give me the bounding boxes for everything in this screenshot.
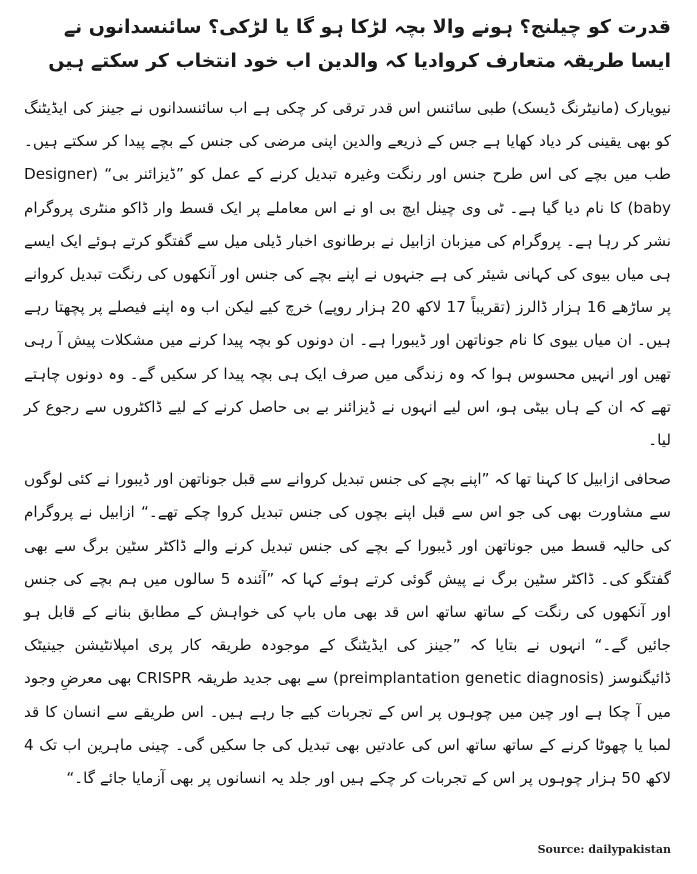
article-source [538, 843, 671, 856]
source-name: dailypakistan [588, 843, 671, 856]
article-title: قدرت کو چیلنج؟ ہونے والا بچہ لڑکا ہو گا یا لڑکی؟ سائنسدانوں نے ایسا طریقہ متعارف کروادیا کہ والدین اب خود انتخاب کر سکتے ہیں [48, 16, 671, 72]
article-paragraph-1: نیویارک (مانیٹرنگ ڈیسک) طبی سائنس اس قدر ترقی کر چکی ہے اب سائنسدانوں نے جینز کی ایڈیٹنگ کو بھی یقینی کر دیاد کھایا ہے جس کے ذریعے والدین اپنی مرضی کی جنس کے بچے پیدا کر سکتے ہیں۔ طب میں بچے کی اس طرح جنس اور رنگت وغیرہ تبدیل کرنے کے عمل کو ”ڈیزائنر بی“ (Designer baby) کا نام دیا گیا ہے۔ ٹی وی چینل ایچ بی او نے اس معاملے پر ایک قسط وار ڈاکو منٹری پروگرام نشر کر رہا ہے۔ پروگرام کی میزبان ازابیل نے برطانوی اخبار ڈیلی میل سے گفتگو کرتے ہوئے ایک ایسے ہی میاں بیوی کی کہانی شیئر کی ہے جنہوں نے اپنے بچے کی جنس اور آنکھوں کی رنگت تبدیل کروانے پر ساڑھے 16 ہزار ڈالرز (تقریباً 17 لاکھ 20 ہزار روپے) خرچ کیے لیکن اب وہ اپنے فیصلے پر پچھتا رہے ہیں۔ ان میاں بیوی کا نام جوناتھن اور ڈیبورا ہے۔ ان دونوں کو بچہ پیدا کرنے میں مشکلات پیش آ رہی تھیں اور انہیں محسوس ہوا کہ وہ زندگی میں صرف ایک ہی بچہ پیدا کر سکیں گے۔ وہ دونوں چاہتے تھے کہ ان کے ہاں بیٹی ہو، اس لیے انہوں نے ڈیزائنر بے بی حاصل کرنے کے لیے ڈاکٹروں سے رجوع کر لیا۔ [24, 99, 671, 450]
article-paragraph-2: صحافی ازابیل کا کہنا تھا کہ ”اپنے بچے کی جنس تبدیل کروانے سے قبل جوناتھن اور ڈیبورا نے کئی لوگوں سے مشاورت بھی کی جو اس سے قبل اپنے بچوں کی جنس تبدیل کروا چکے تھے۔“ ازابیل نے پروگرام کی حالیہ قسط میں جوناتھن اور ڈیبورا کے بچے کی جنس تبدیل کرنے والے ڈاکٹر سٹین برگ سے بھی گفتگو کی۔ ڈاکٹر سٹین برگ نے پیش گوئی کرتے ہوئے کہا کہ ”آئندہ 5 سالوں میں ہم بچے کی جنس اور آنکھوں کی رنگت کے ساتھ ساتھ اس قد بھی ماں باپ کی خواہش کے مطابق بنانے کے قابل ہو جائیں گے۔“ انہوں نے بتایا کہ ”جینز کی ایڈیٹنگ کے موجودہ طریقہ کار پری امپلانٹیشن جینیٹک ڈائیگنوسز (preimplantation genetic diagnosis) سے بھی جدید طریقہ CRISPR بھی معرضِ وجود میں آ چکا ہے اور چین میں چوہوں پر اس کے تجربات کیے جا رہے ہیں۔ اس طریقے سے انسان کا قد لمبا یا چھوٹا کرنے کے ساتھ ساتھ اس کی عادتیں بھی تبدیل کی جا سکیں گی۔ چینی ماہرین اب تک 4 لاکھ 50 ہزار چوہوں پر اس کے تجربات کر چکے ہیں اور جلد یہ انسانوں پر بھی آزمایا جائے گا۔“ [24, 470, 671, 788]
source-prefix: Source: [537, 843, 585, 856]
